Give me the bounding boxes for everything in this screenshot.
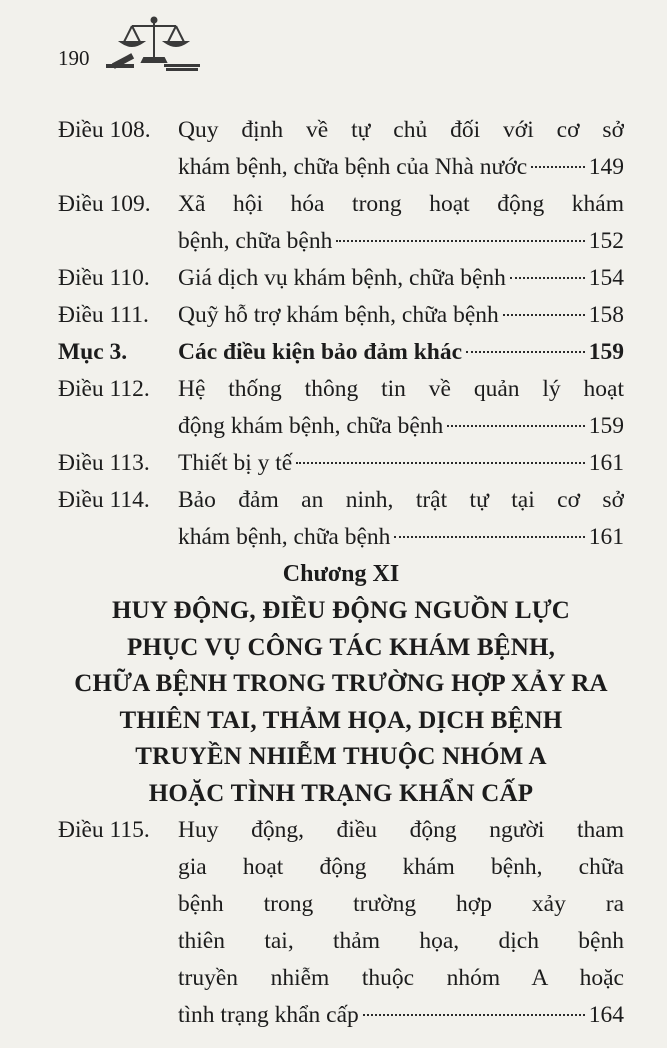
entry-last-line	[178, 334, 624, 371]
entry-number: Điều 110.	[58, 265, 150, 291]
toc-entry	[58, 812, 624, 1034]
entry-number: Điều 111.	[58, 302, 149, 328]
entry-body	[178, 260, 624, 297]
dot-leader	[510, 277, 585, 279]
toc-entry	[58, 112, 624, 186]
entry-title-line: bệnh trong trường hợp xảy ra	[178, 891, 624, 917]
entry-number: Điều 114.	[58, 487, 150, 513]
dot-leader	[394, 536, 584, 538]
page-number: 190	[58, 46, 90, 70]
entry-last-line	[178, 408, 624, 445]
entry-body	[178, 334, 624, 371]
dot-leader	[466, 351, 585, 353]
entry-body	[178, 112, 624, 186]
entry-title-line: động khám bệnh, chữa bệnh	[178, 413, 444, 439]
toc-section	[58, 334, 624, 371]
entry-last-line	[178, 260, 624, 297]
toc-entry	[58, 186, 624, 260]
entry-title-line: truyền nhiễm thuộc nhóm A hoặc	[178, 965, 624, 991]
entry-number: Điều 108.	[58, 117, 151, 143]
entry-title-line: Giá dịch vụ khám bệnh, chữa bệnh	[178, 265, 506, 291]
entry-title-line: Quy định về tự chủ đối với cơ sở	[178, 117, 624, 143]
entry-title-line: Thiết bị y tế	[178, 450, 293, 476]
entry-title-line: Huy động, điều động người tham	[178, 817, 624, 843]
toc-entry	[58, 371, 624, 445]
entry-title-line: thiên tai, thảm họa, dịch bệnh	[178, 928, 624, 954]
entry-title-line: gia hoạt động khám bệnh, chữa	[178, 854, 624, 880]
entry-page-number: 161	[588, 450, 624, 476]
entry-body	[178, 186, 624, 260]
toc-entry	[58, 482, 624, 556]
toc-entry	[58, 445, 624, 482]
entry-title-line: Quỹ hỗ trợ khám bệnh, chữa bệnh	[178, 302, 499, 328]
table-of-contents	[58, 112, 624, 1034]
entry-page-number: 158	[588, 302, 624, 328]
entry-title-line: bệnh, chữa bệnh	[178, 228, 333, 254]
scales-of-justice-icon	[104, 14, 204, 72]
entry-number: Mục 3.	[58, 339, 128, 365]
entry-body	[178, 482, 624, 556]
entry-title-line: khám bệnh, chữa bệnh	[178, 524, 391, 550]
chapter-label: Chương XI	[282, 561, 400, 587]
entry-last-line	[178, 445, 624, 482]
entry-page-number: 159	[588, 339, 624, 365]
entry-title-line: Bảo đảm an ninh, trật tự tại cơ sở	[178, 487, 624, 513]
entry-page-number: 159	[588, 413, 624, 439]
dot-leader	[336, 240, 584, 242]
dot-leader	[531, 166, 585, 168]
chapter-title-line: HOẶC TÌNH TRẠNG KHẨN CẤP	[148, 779, 534, 807]
entry-title-line: khám bệnh, chữa bệnh của Nhà nước	[178, 154, 528, 180]
dot-leader	[363, 1014, 585, 1016]
entry-body	[178, 445, 624, 482]
entry-last-line	[178, 519, 624, 556]
entry-page-number: 152	[588, 228, 624, 254]
entry-title-line: Xã hội hóa trong hoạt động khám	[178, 191, 624, 217]
entry-body	[178, 812, 624, 1034]
chapter-title-line: TRUYỀN NHIỄM THUỘC NHÓM A	[135, 743, 547, 770]
entry-number: Điều 112.	[58, 376, 150, 402]
entry-page-number: 154	[588, 265, 624, 291]
chapter-title-line: PHỤC VỤ CÔNG TÁC KHÁM BỆNH,	[126, 633, 556, 661]
entry-body	[178, 371, 624, 445]
chapter-title-line: HUY ĐỘNG, ĐIỀU ĐỘNG NGUỒN LỰC	[111, 597, 571, 624]
entry-title-line: Hệ thống thông tin về quản lý hoạt	[178, 376, 624, 402]
entry-number: Điều 113.	[58, 450, 150, 476]
entry-last-line	[178, 297, 624, 334]
entry-number: Điều 115.	[58, 817, 150, 843]
dot-leader	[296, 462, 585, 464]
entry-body	[178, 297, 624, 334]
entry-last-line	[178, 997, 624, 1034]
dot-leader	[503, 314, 585, 316]
dot-leader	[447, 425, 584, 427]
entry-number: Điều 109.	[58, 191, 151, 217]
page-header	[58, 14, 238, 76]
chapter-heading	[58, 556, 624, 812]
toc-entry	[58, 260, 624, 297]
entry-last-line	[178, 149, 624, 186]
entry-title-line: tình trạng khẩn cấp	[178, 1002, 359, 1028]
entry-last-line	[178, 223, 624, 260]
chapter-title-line: CHỮA BỆNH TRONG TRƯỜNG HỢP XẢY RA	[74, 670, 608, 697]
chapter-title-line: THIÊN TAI, THẢM HỌA, DỊCH BỆNH	[119, 706, 563, 734]
entry-page-number: 161	[588, 524, 624, 550]
entry-title-line: Các điều kiện bảo đảm khác	[178, 339, 463, 365]
entry-page-number: 149	[588, 154, 624, 180]
toc-entry	[58, 297, 624, 334]
entry-page-number: 164	[588, 1002, 624, 1028]
